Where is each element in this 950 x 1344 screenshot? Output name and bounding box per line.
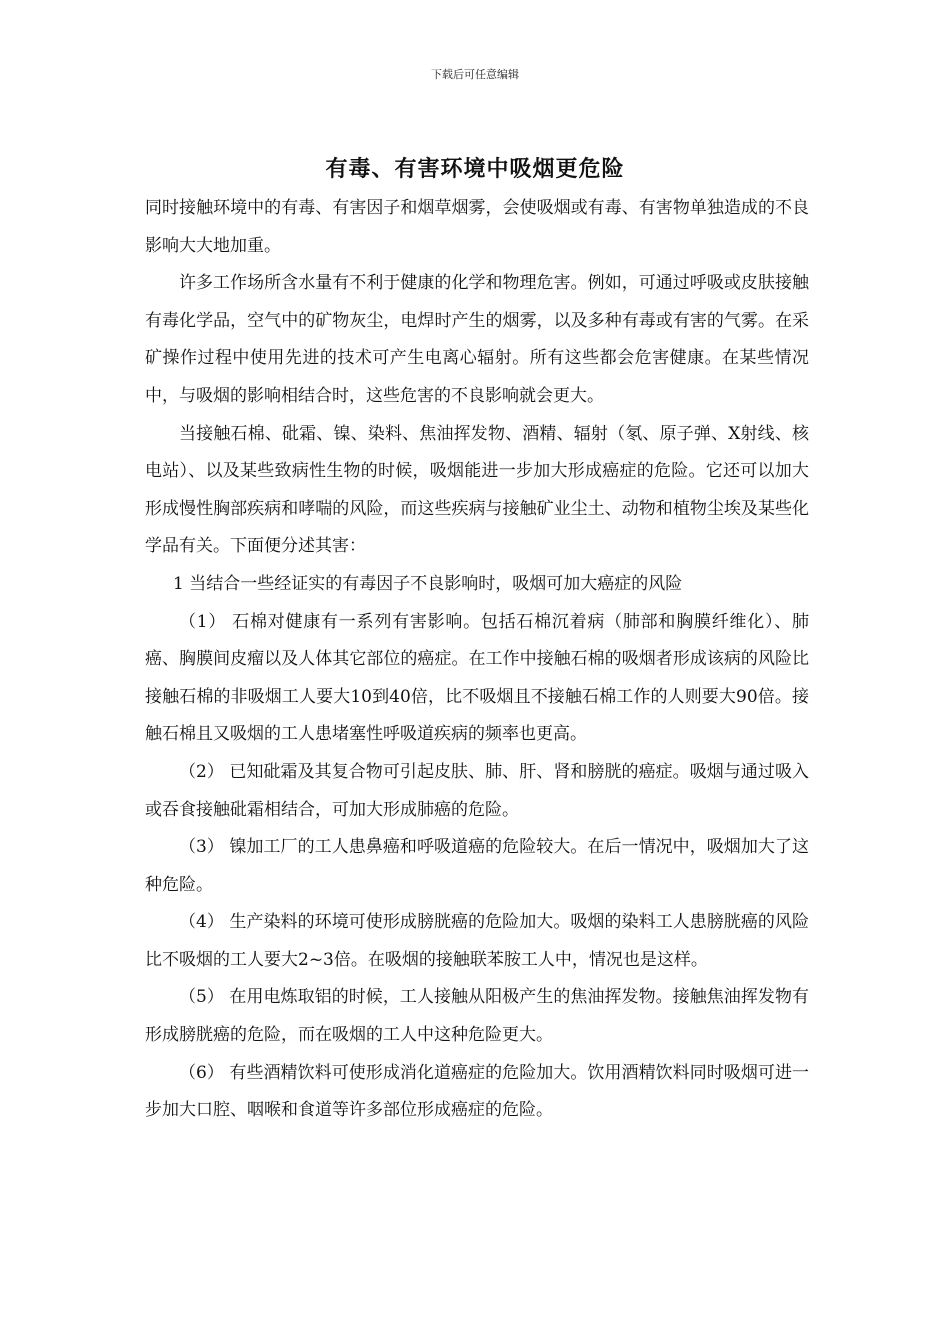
document-title: 有毒、有害环境中吸烟更危险 [325,156,625,182]
item-nickel: （3） 镍加工厂的工人患鼻癌和呼吸道癌的危险较大。在后一情况中，吸烟加大了这种危险。 [145,837,809,895]
section-heading-1: 1 当结合一些经证实的有毒因子不良影响时，吸烟可加大癌症的风险 [173,573,683,594]
document-body [145,190,809,1130]
paragraph-workplace-hazards: 许多工作场所含水量有不利于健康的化学和物理危害。例如，可通过呼吸或皮肤接触有毒化学品，空气中的矿物灰尘，电焊时产生的烟雾，以及多种有毒或有害的气雾。在采矿操作过程中使用先进的技术可产生电离心辐射。所有这些都会危害健康。在某些情况中，与吸烟的影响相结合时，这些危害的不良影响就会更大。 [145,273,809,406]
page-header: 下载后可任意编辑 [431,68,519,81]
item-dyes: （4） 生产染料的环境可使形成膀胱癌的危险加大。吸烟的染料工人患膀胱癌的风险比不吸烟的工人要大2~3倍。在吸烟的接触联苯胺工人中，情况也是这样。 [145,912,809,970]
intro-paragraph: 同时接触环境中的有毒、有害因子和烟草烟雾，会使吸烟或有毒、有害物单独造成的不良影响大大地加重。 [145,198,809,256]
item-tar-fumes: （5） 在用电炼取铝的时候，工人接触从阳极产生的焦油挥发物。接触焦油挥发物有形成膀胱癌的危险，而在吸烟的工人中这种危险更大。 [145,987,809,1046]
item-arsenic: （2） 已知砒霜及其复合物可引起皮肤、肺、肝、肾和膀胱的癌症。吸烟与通过吸入或吞食接触砒霜相结合，可加大形成肺癌的危险。 [145,761,809,820]
item-asbestos: （1） 石棉对健康有一系列有害影响。包括石棉沉着病（肺部和胸膜纤维化）、肺癌、胸膜间皮瘤以及人体其它部位的癌症。在工作中接触石棉的吸烟者形成该病的风险比接触石棉的非吸烟工人要大10到40倍，比不吸烟且不接触石棉工作的人则要大90倍。接触石棉且又吸烟的工人患堵塞性呼吸道疾病的频率也更高。 [145,611,809,745]
paragraph-exposure-overview: 当接触石棉、砒霜、镍、染料、焦油挥发物、酒精、辐射（氡、原子弹、X射线、核电站）、以及某些致病性生物的时候，吸烟能进一步加大形成癌症的危险。它还可以加大形成慢性胸部疾病和哮喘的风险，而这些疾病与接触矿业尘土、动物和植物尘埃及某些化学品有关。下面便分述其害： [145,423,809,557]
item-alcohol: （6） 有些酒精饮料可使形成消化道癌症的危险加大。饮用酒精饮料同时吸烟可进一步加大口腔、咽喉和食道等许多部位形成癌症的危险。 [145,1062,809,1121]
